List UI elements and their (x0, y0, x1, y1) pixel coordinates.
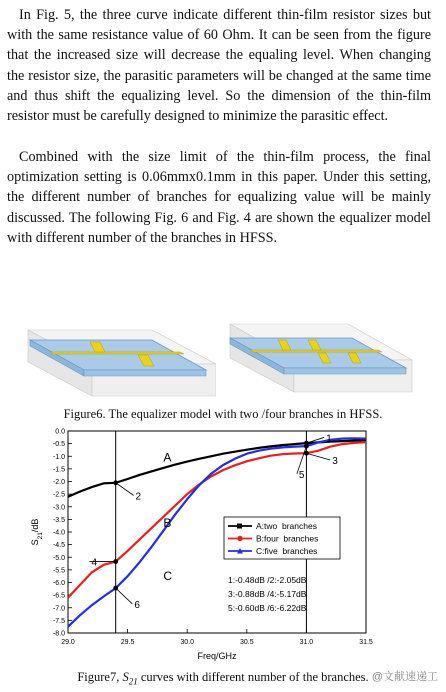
y-tick-label: -5.5 (52, 567, 65, 575)
chart-y-ticks (53, 429, 72, 638)
point-label: 6 (134, 599, 140, 611)
point-marker (304, 444, 309, 449)
curve-label: B (163, 515, 172, 530)
value-annotation: 1:-0.48dB /2:-2.05dB (228, 575, 307, 585)
y-axis-label-sub: 21 (36, 532, 44, 540)
point-leader (116, 588, 133, 604)
hfss-model-four-branches (222, 292, 418, 402)
point-label: 1 (326, 433, 332, 445)
point-label: 5 (298, 469, 305, 481)
y-tick-label: -1.0 (52, 453, 65, 461)
point-label: 4 (91, 557, 98, 569)
legend-label: C:five branches (256, 546, 318, 556)
x-tick-label: 29.5 (120, 639, 135, 646)
figure6-caption: Figure6. The equalizer model with two /four branches in HFSS. (63, 407, 383, 421)
x-tick-label: 30.5 (239, 639, 254, 646)
chart-legend (224, 517, 340, 559)
y-tick-label: -3.0 (52, 504, 65, 512)
y-tick-label: -3.5 (52, 516, 65, 524)
x-axis-label: Freq/GHz (197, 651, 237, 661)
y-tick-label: -4.0 (52, 529, 65, 537)
y-tick-label: -7.5 (52, 617, 65, 625)
curve-label: A (163, 450, 172, 465)
legend-marker (237, 536, 242, 541)
chart-x-ticks (61, 629, 373, 646)
x-tick-label: 29.0 (61, 639, 75, 646)
point-label: 3 (332, 456, 338, 468)
y-axis-label-main: S (30, 539, 40, 546)
y-tick-label: -4.5 (52, 542, 65, 550)
x-tick-label: 30.0 (180, 639, 195, 646)
microstrip-line (50, 352, 184, 354)
y-tick-label: -1.5 (52, 466, 65, 474)
value-annotation: 5:-0.60dB /6:-6.22dB (228, 603, 307, 613)
curve-label: C (163, 568, 173, 583)
y-axis-label-unit: /dB (30, 518, 40, 533)
y-tick-label: -7.0 (52, 605, 65, 613)
figure7-caption-prefix: Figure7, (77, 670, 123, 684)
y-tick-label: -6.0 (52, 580, 65, 587)
y-tick-label: 0.0 (55, 428, 65, 436)
chart-curve-labels (163, 450, 172, 583)
y-axis-label (30, 519, 44, 546)
legend-label: B:four branches (256, 533, 319, 544)
x-tick-label: 31.0 (299, 639, 314, 646)
chart-annotations (228, 575, 307, 613)
x-tick-label: 31.5 (359, 639, 373, 646)
y-tick-label: -8.0 (52, 630, 65, 638)
y-tick-label: -0.5 (52, 441, 65, 449)
legend-label: A:two branches (256, 521, 317, 531)
substrate-front (284, 368, 406, 374)
y-tick-label: -6.5 (52, 592, 65, 600)
figure7-caption-rest: curves with different number of the branches. (137, 670, 369, 684)
legend-marker (237, 524, 242, 529)
watermark: @文献速递工 (371, 671, 438, 683)
paragraph-fig5-discussion: In Fig. 5, the three curve indicate different thin-film resistor sizes but with the same resistance value of 60 Ohm. It can be seen from the figure that the increased size will decrease the equaling level. When changing the resistor size, the parasitic parameters will be changed at the same time and thus shift the equalizing level. So the dimension of the thin-film resistor must be carefully designed to minimize the parasitic effect. (7, 7, 431, 125)
point-label: 2 (135, 491, 142, 503)
point-leader (116, 483, 134, 496)
y-tick-label: -5.0 (52, 554, 65, 562)
value-annotation: 3:-0.88dB /4:-5.17dB (228, 589, 307, 599)
y-tick-label: -2.0 (52, 479, 65, 486)
figure7-caption-symbol: S (122, 670, 129, 684)
paragraph-optimization-setting: Combined with the size limit of the thin-film process, the final optimization setting is 0.06mmx0.1mm in this paper. Under this setting, the different number of branches for equalizing value will be mainly discussed. The following Fig. 6 and Fig. 4 are shown the equalizer model with different number of the branches in HFSS. (7, 149, 431, 246)
hfss-model-two-branches (20, 292, 216, 402)
substrate-front (84, 370, 206, 376)
figure7-caption-subscript: 21 (128, 676, 138, 687)
microstrip-line (250, 350, 382, 352)
s21-chart (22, 425, 382, 669)
point-leader (306, 453, 330, 460)
y-tick-label: -2.5 (52, 491, 65, 499)
